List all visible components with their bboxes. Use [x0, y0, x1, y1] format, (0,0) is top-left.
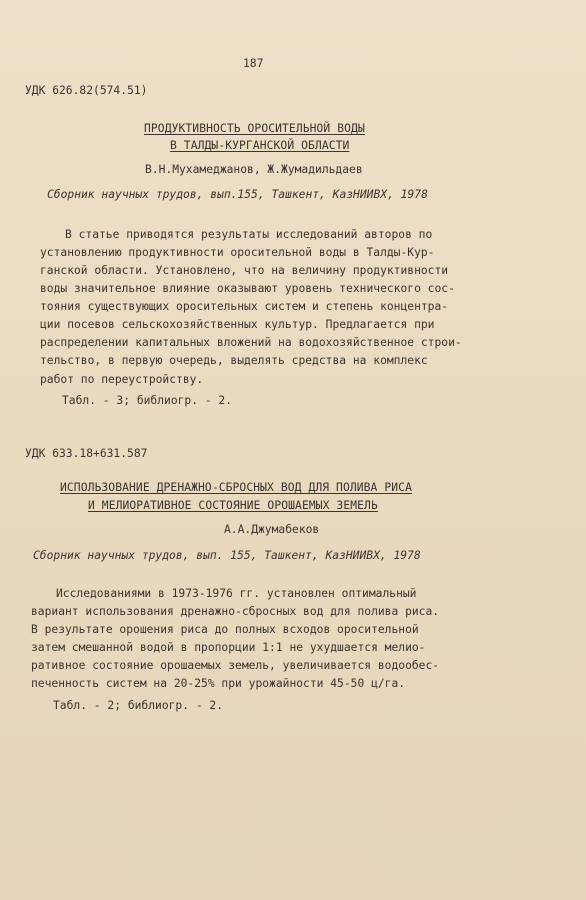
article-authors: А.А.Джумабеков [224, 523, 320, 536]
tables-bibliography: Табл. - 3; библиогр. - 2. [62, 394, 233, 407]
abstract-line: печенность систем на 20-25% при урожайности 45-50 ц/га. [31, 677, 406, 690]
abstract-line: тельство, в первую очередь, выделять средства на комплекс [40, 354, 428, 367]
article-title-line: ИСПОЛЬЗОВАНИЕ ДРЕНАЖНО-СБРОСНЫХ ВОД ДЛЯ ПОЛИВА РИСА [60, 481, 412, 494]
article-title-line: И МЕЛИОРАТИВНОЕ СОСТОЯНИЕ ОРОШАЕМЫХ ЗЕМЕЛЬ [88, 499, 378, 512]
article-source: Сборник научных трудов, вып. 155, Ташкент, КазНИИВХ, 1978 [33, 549, 421, 562]
abstract-line: установлению продуктивности оросительной воды в Талды-Кур- [40, 246, 435, 259]
article-authors: В.Н.Мухамеджанов, Ж.Жумадильдаев [145, 163, 363, 176]
abstract-line: тояния существующих оросительных систем и степень концентра- [40, 300, 449, 313]
abstract-line: работ по переустройству. [40, 373, 204, 386]
abstract-line: распределении капитальных вложений на водохозяйственное строи- [40, 336, 462, 349]
article-title-line: ПРОДУКТИВНОСТЬ ОРОСИТЕЛЬНОЙ ВОДЫ [144, 122, 365, 135]
abstract-line: ративное состояние орошаемых земель, увеличивается водообес- [31, 659, 440, 672]
abstract-line: затем смешанной водой в пропорции 1:1 не ухудшается мелио- [31, 641, 426, 654]
article-title-line: В ТАЛДЫ-КУРГАНСКОЙ ОБЛАСТИ [170, 139, 350, 152]
abstract-line: В статье приводятся результаты исследований авторов по [65, 228, 433, 241]
page-number: 187 [243, 57, 264, 70]
abstract-line: В результате орошения риса до полных всходов оросительной [31, 623, 419, 636]
abstract-line: Исследованиями в 1973-1976 гг. установлен оптимальный [56, 587, 417, 600]
udc-code: УДК 626.82(574.51) [25, 84, 148, 97]
abstract-line: вариант использования дренажно-сбросных вод для полива риса. [31, 605, 440, 618]
tables-bibliography: Табл. - 2; библиогр. - 2. [53, 699, 224, 712]
abstract-line: ганской области. Установлено, что на величину продуктивности [40, 264, 449, 277]
abstract-line: ции посевов сельскохозяйственных культур. Предлагается при [40, 318, 435, 331]
abstract-line: воды значительное влияние оказывают уровень технического сос- [40, 282, 455, 295]
udc-code: УДК 633.18+631.587 [25, 447, 148, 460]
article-source: Сборник научных трудов, вып.155, Ташкент, КазНИИВХ, 1978 [47, 188, 428, 201]
